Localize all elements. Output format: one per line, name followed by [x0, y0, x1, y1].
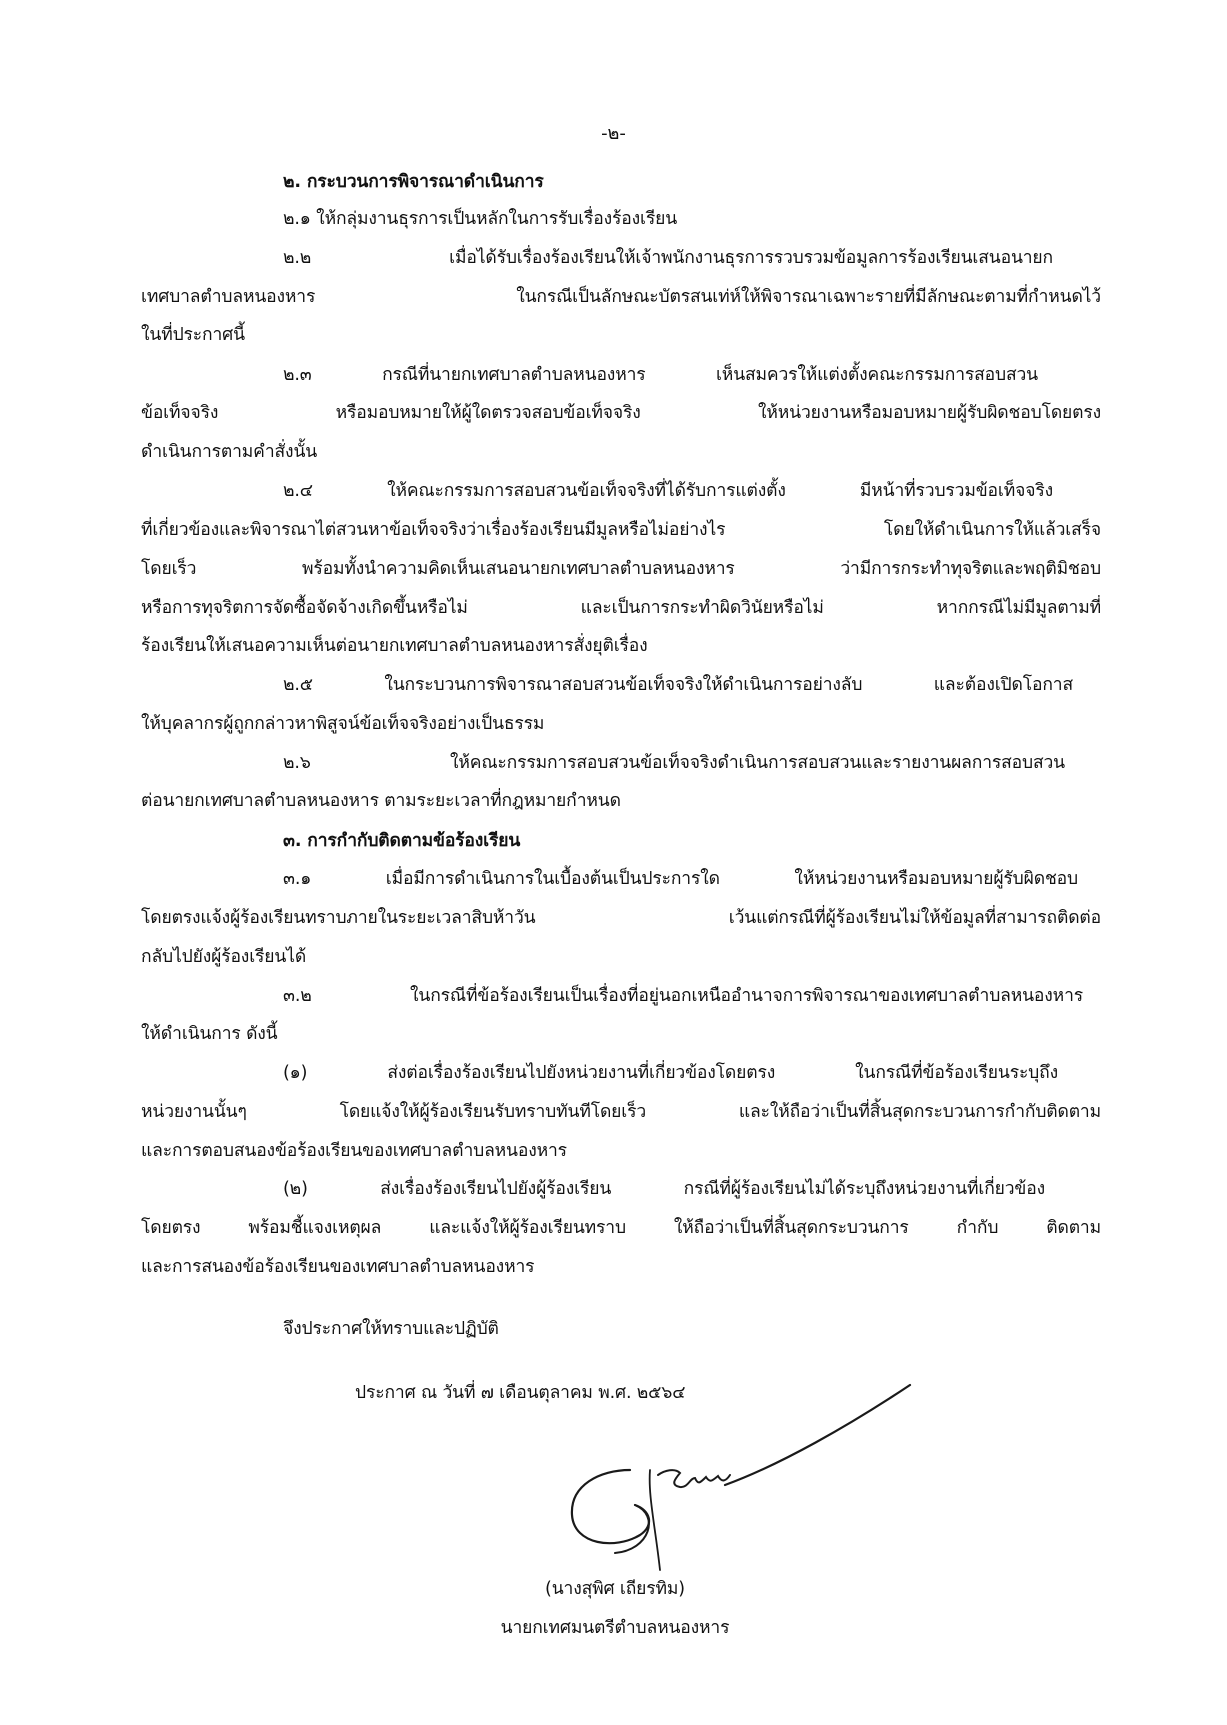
section2-line: ๒.๖ ให้คณะกรรมการสอบสวนข้อเท็จจริงดำเนินการสอบสวนและรายงานผลการสอบสวน	[283, 753, 1065, 773]
announce-date: ประกาศ ณ วันที่ ๗ เดือนตุลาคม พ.ศ. ๒๕๖๔	[355, 1383, 686, 1403]
section2-line: ดำเนินการตามคำสั่งนั้น	[141, 442, 318, 462]
section3-line: กลับไปยังผู้ร้องเรียนได้	[141, 947, 307, 967]
section2-line: ต่อนายกเทศบาลตำบลหนองหาร ตามระยะเวลาที่กฎหมายกำหนด	[141, 791, 621, 811]
section3-heading: ๓. การกำกับติดตามข้อร้องเรียน	[283, 831, 521, 851]
closing-statement: จึงประกาศให้ทราบและปฏิบัติ	[283, 1319, 499, 1339]
signatory-title: นายกเทศมนตรีตำบลหนองหาร	[500, 1618, 730, 1638]
section3-line: (๑) ส่งต่อเรื่องร้องเรียนไปยังหน่วยงานที่เกี่ยวข้องโดยตรง ในกรณีที่ข้อร้องเรียนระบุถึง	[283, 1063, 1058, 1083]
section2-line: ที่เกี่ยวข้องและพิจารณาไต่สวนหาข้อเท็จจริงว่าเรื่องร้องเรียนมีมูลหรือไม่อย่างไร โดยให้ดำเนินการให้แล้วเสร็จ	[141, 520, 1101, 540]
section3-line: และการตอบสนองข้อร้องเรียนของเทศบาลตำบลหนองหาร	[141, 1141, 567, 1161]
signatory-name: (นางสุพิศ เถียรทิม)	[545, 1579, 685, 1599]
section2-line: ๒.๒ เมื่อได้รับเรื่องร้องเรียนให้เจ้าพนักงานธุรการรวบรวมข้อมูลการร้องเรียนเสนอนายก	[283, 248, 1053, 268]
section2-line: ในที่ประกาศนี้	[141, 325, 245, 345]
section3-line: (๒) ส่งเรื่องร้องเรียนไปยังผู้ร้องเรียน กรณีที่ผู้ร้องเรียนไม่ได้ระบุถึงหน่วยงานที่เกี่ยวข้อง	[283, 1179, 1045, 1199]
section3-line: ๓.๑ เมื่อมีการดำเนินการในเบื้องต้นเป็นประการใด ให้หน่วยงานหรือมอบหมายผู้รับผิดชอบ	[283, 869, 1078, 889]
section3-line: และการสนองข้อร้องเรียนของเทศบาลตำบลหนองหาร	[141, 1257, 535, 1277]
section3-line: โดยตรงแจ้งผู้ร้องเรียนทราบภายในระยะเวลาสิบห้าวัน เว้นแต่กรณีที่ผู้ร้องเรียนไม่ให้ข้อมูลที่สามารถติดต่อ	[141, 908, 1101, 928]
section2-line: ข้อเท็จจริง หรือมอบหมายให้ผู้ใดตรวจสอบข้อเท็จจริง ให้หน่วยงานหรือมอบหมายผู้รับผิดชอบโดยตรง	[141, 403, 1101, 423]
section2-line: ๒.๔ ให้คณะกรรมการสอบสวนข้อเท็จจริงที่ได้รับการแต่งตั้ง มีหน้าที่รวบรวมข้อเท็จจริง	[283, 481, 1053, 501]
section2-line: ๒.๕ ในกระบวนการพิจารณาสอบสวนข้อเท็จจริงให้ดำเนินการอย่างลับ และต้องเปิดโอกาส	[283, 675, 1073, 695]
section2-line: เทศบาลตำบลหนองหาร ในกรณีเป็นลักษณะบัตรสนเท่ห์ให้พิจารณาเฉพาะรายที่มีลักษณะตามที่กำหนดไว้	[141, 287, 1101, 307]
signature-image	[540, 1375, 1040, 1575]
section2-line: ๒.๑ ให้กลุ่มงานธุรการเป็นหลักในการรับเรื่องร้องเรียน	[283, 209, 678, 229]
section3-line: หน่วยงานนั้นๆ โดยแจ้งให้ผู้ร้องเรียนรับทราบทันทีโดยเร็ว และให้ถือว่าเป็นที่สิ้นสุดกระบวนการกำกับติดตาม	[141, 1102, 1101, 1122]
section2-heading: ๒. กระบวนการพิจารณาดำเนินการ	[283, 172, 544, 192]
section3-line: โดยตรง พร้อมชี้แจงเหตุผล และแจ้งให้ผู้ร้องเรียนทราบ ให้ถือว่าเป็นที่สิ้นสุดกระบวนการ กำกับ ติดตาม	[141, 1218, 1101, 1238]
section3-line: ให้ดำเนินการ ดังนี้	[141, 1024, 278, 1044]
section2-line: ร้องเรียนให้เสนอความเห็นต่อนายกเทศบาลตำบลหนองหารสั่งยุติเรื่อง	[141, 636, 648, 656]
page-number: -๒-	[601, 123, 626, 144]
section3-line: ๓.๒ ในกรณีที่ข้อร้องเรียนเป็นเรื่องที่อยู่นอกเหนืออำนาจการพิจารณาของเทศบาลตำบลหนองหาร	[283, 986, 1083, 1006]
section2-line: หรือการทุจริตการจัดซื้อจัดจ้างเกิดขึ้นหรือไม่ และเป็นการกระทำผิดวินัยหรือไม่ หากกรณีไม่มีมูลตามที่	[141, 598, 1101, 618]
section2-line: ๒.๓ กรณีที่นายกเทศบาลตำบลหนองหาร เห็นสมควรให้แต่งตั้งคณะกรรมการสอบสวน	[283, 365, 1038, 385]
section2-line: โดยเร็ว พร้อมทั้งนำความคิดเห็นเสนอนายกเทศบาลตำบลหนองหาร ว่ามีการกระทำทุจริตและพฤติมิชอบ	[141, 559, 1101, 579]
section2-line: ให้บุคลากรผู้ถูกกล่าวหาพิสูจน์ข้อเท็จจริงอย่างเป็นธรรม	[141, 714, 545, 734]
